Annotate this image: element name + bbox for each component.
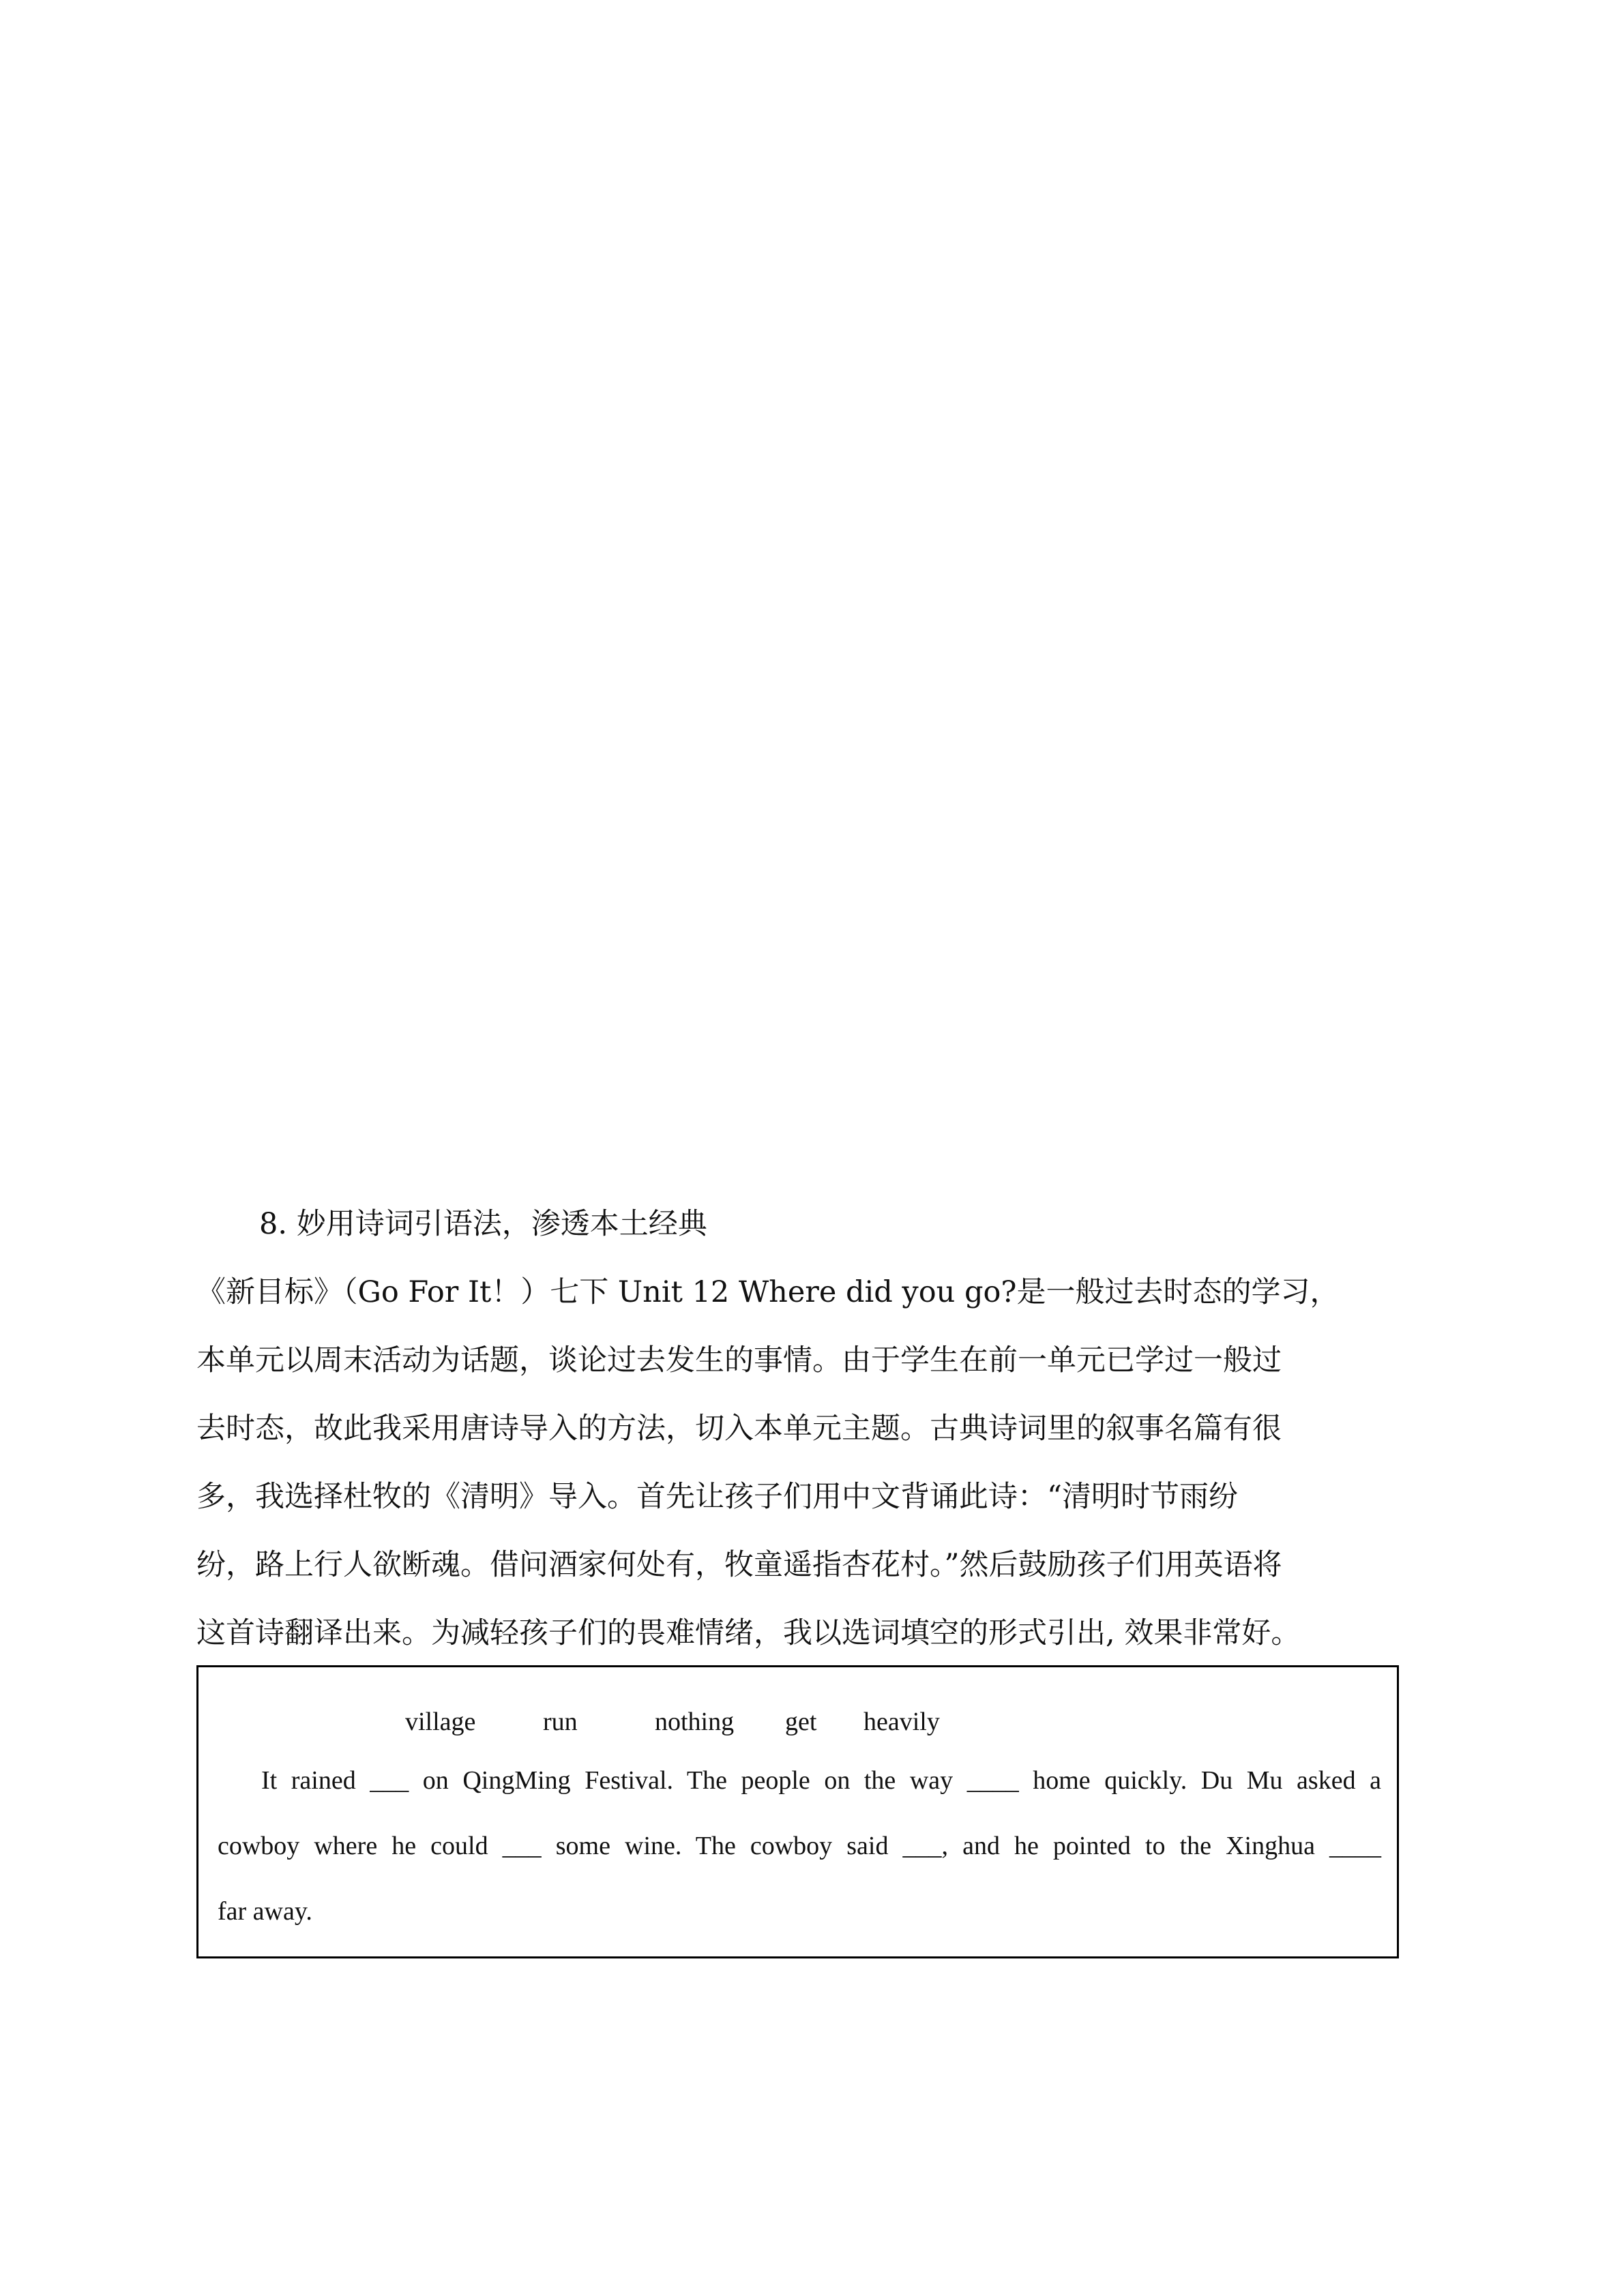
word-bank-item-run: run [543,1708,578,1736]
paragraph-line-3: 去时态，故此我采用唐诗导入的方法，切入本单元主题。古典诗词里的叙事名篇有很 [196,1412,1282,1446]
fill-in-exercise-box [196,1665,1399,1958]
word-bank-item-village: village [405,1708,476,1736]
paragraph-line-2: 本单元以周末活动为话题，谈论过去发生的事情。由于学生在前一单元已学过一般过 [196,1343,1282,1377]
article-section [196,1190,1445,1667]
paragraph-line-5: 纷，路上行人欲断魂。借问酒家何处有，牧童遥指杏花村。”然后鼓励孩子们用英语将 [196,1548,1282,1582]
paragraph-line-4: 多，我选择杜牧的《清明》导入。首先让孩子们用中文背诵此诗：“清明时节雨纷 [196,1480,1238,1514]
word-bank-item-nothing: nothing [655,1708,735,1736]
word-bank-item-heavily: heavily [863,1708,940,1736]
exercise-line-2: cowboy where he could ___ some wine. The cowboy said ___, and he pointed to the Xinghua ____ [218,1832,1381,1860]
word-bank-item-get: get [785,1708,817,1736]
paragraph-line-1: 《新目标》（Go For It！）七下 Unit 12 Where did you go?是一般过去时态的学习， [196,1275,1340,1309]
exercise-line-3: far away. [218,1897,312,1926]
paragraph-line-6: 这首诗翻译出来。为减轻孩子们的畏难情绪，我以选词填空的形式引出, 效果非常好。 [196,1616,1301,1650]
exercise-passage [218,1748,1381,1944]
exercise-line-1: It rained ___ on QingMing Festival. The people on the way ____ home quickly. Du Mu asked a [261,1766,1381,1795]
section-heading: 8. 妙用诗词引语法，渗透本土经典 [259,1207,707,1241]
